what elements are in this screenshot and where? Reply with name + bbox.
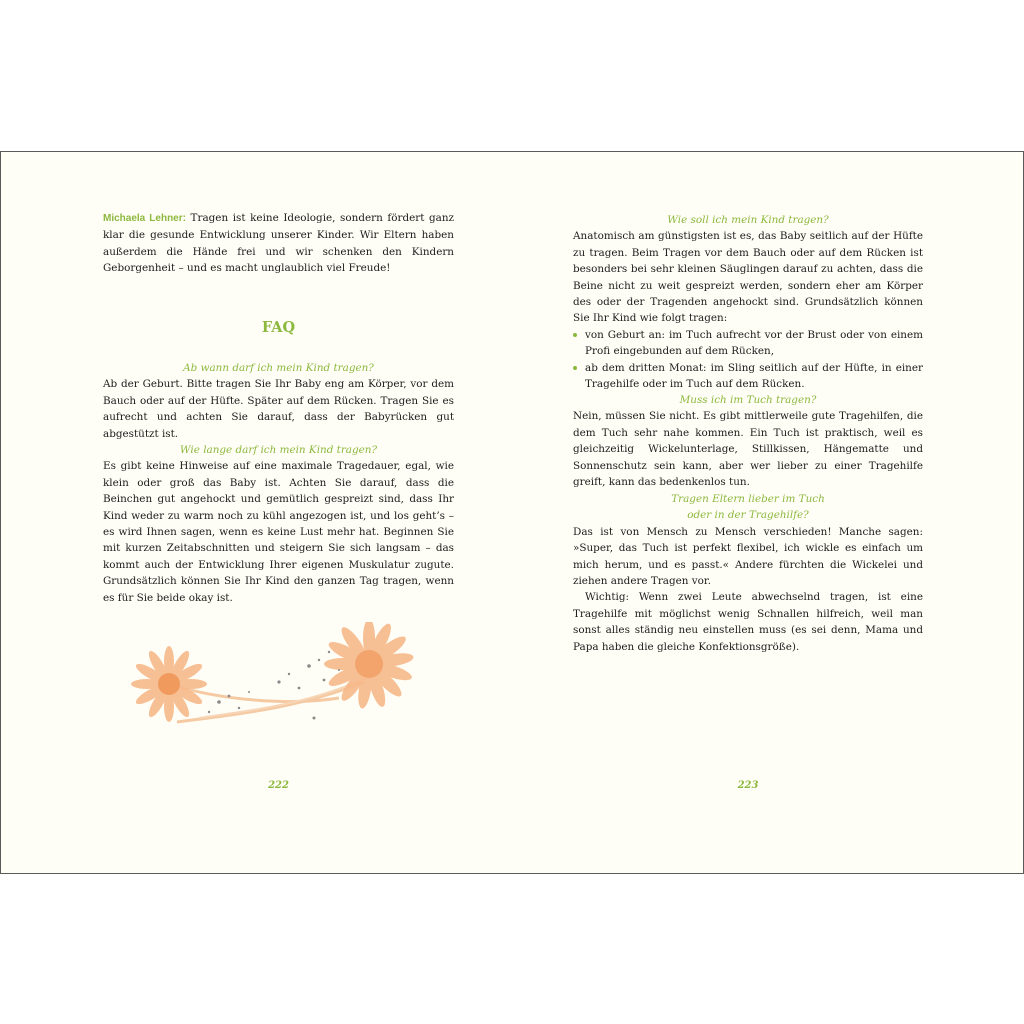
answer-3: Anatomisch am günstigsten ist es, das Baby seitlich auf der Hüfte zu tragen. Beim Tragen vor dem Bauch oder auf dem Rücken ist besonders bei sehr kleinen Säuglingen darauf zu achten, dass die Beine nicht zu weit gespreizt werden, sondern eher am Körper des oder der Tragenden angehockt sind. Grundsätzlich können Sie Ihr Kind wie folgt tragen: [573, 230, 923, 325]
intro-paragraph [103, 210, 454, 277]
book-spread [0, 151, 1024, 874]
question-1: Ab wann darf ich mein Kind tragen? [183, 362, 374, 374]
speaker-name: Michaela Lehner: [103, 213, 186, 224]
answer-4: Nein, müssen Sie nicht. Es gibt mittlerweile gute Tragehilfen, die dem Tuch sehr nahe kommen. Ein Tuch ist praktisch, weil es gleichzeitig Wickelunterlage, Stillkissen, Hängematte und Sonnenschutz sein kann, aber wer lieber zu einer Tragehilfe greift, kann das bedenkenlos tun. [573, 410, 923, 489]
bullet-list [573, 327, 923, 393]
page-number-left: 222 [268, 780, 289, 791]
list-item: ab dem dritten Monat: im Sling seitlich auf der Hüfte, in einer Tragehilfe oder im Tuch auf dem Rücken. [573, 360, 923, 393]
list-item: von Geburt an: im Tuch aufrecht vor der Brust oder von einem Profi eingebunden auf dem Rücken, [573, 327, 923, 360]
two-flowers-illustration [129, 622, 419, 742]
question-5-line-1: Tragen Eltern lieber im Tuch [671, 493, 825, 505]
faq-item-5 [573, 491, 923, 655]
bullet-dot [573, 366, 577, 370]
intro-paragraph-block [103, 210, 454, 277]
intro-text: Tragen ist keine Ideologie, sondern fördert ganz klar die gesunde Entwicklung unserer Kinder. Wir Eltern haben außerdem die Hände frei und wir schenken den Kindern Geborgenheit – und es macht unglaublich viel Freude! [103, 212, 454, 275]
question-4: Muss ich im Tuch tragen? [679, 394, 817, 406]
bullet-dot [573, 333, 577, 337]
right-page [573, 152, 923, 873]
answer-5-tip: Wichtig: Wenn zwei Leute abwechselnd tragen, ist eine Tragehilfe mit möglichst wenig Schnallen hilfreich, weil man sonst alles ständig neu einstellen muss (es sei denn, Mama und Papa haben die gleiche Konfektionsgröße). [573, 591, 923, 653]
faq-heading-block [103, 320, 454, 336]
answer-5: Das ist von Mensch zu Mensch verschieden! Manche sagen: »Super, das Tuch ist perfekt flexibel, ich wickle es einfach um mich herum, und es passt.« Andere fürchten die Wickelei und ziehen andere Tragen vor. [573, 525, 923, 588]
faq-item-4 [573, 392, 923, 490]
question-2: Wie lange darf ich mein Kind tragen? [179, 444, 378, 456]
answer-2: Es gibt keine Hinweise auf eine maximale Tragedauer, egal, wie klein oder groß das Baby ist. Achten Sie darauf, dass die Beinchen gut angehockt und gemütlich gespreizt sind, dass Ihr Kind weder zu warm noch zu kühl angezogen ist, und los geht’s – es wird Ihnen sagen, wenn es keine Lust mehr hat. Beginnen Sie mit kurzen Zeitabschnitten und steigern Sie sich langsam – das kommt auch der Entwicklung Ihrer eigenen Muskulatur zugute. Grundsätzlich können Sie Ihr Kind den ganzen Tag tragen, wenn es für Sie beide okay ist. [103, 460, 454, 604]
question-3: Wie soll ich mein Kind tragen? [667, 214, 829, 226]
page-number-right: 223 [737, 780, 759, 791]
faq-item-1 [103, 360, 454, 442]
question-5-line-2: oder in der Tragehilfe? [687, 509, 809, 522]
faq-item-2 [103, 442, 454, 606]
faq-title: FAQ [261, 319, 296, 336]
answer-1: Ab der Geburt. Bitte tragen Sie Ihr Baby eng am Körper, vor dem Bauch oder auf der Hüfte. Später auf dem Rücken. Tragen Sie es aufrecht und achten Sie darauf, dass der Babyrücken gut abgestützt ist. [103, 378, 454, 440]
faq-item-3 [573, 212, 923, 392]
left-page [103, 152, 454, 873]
